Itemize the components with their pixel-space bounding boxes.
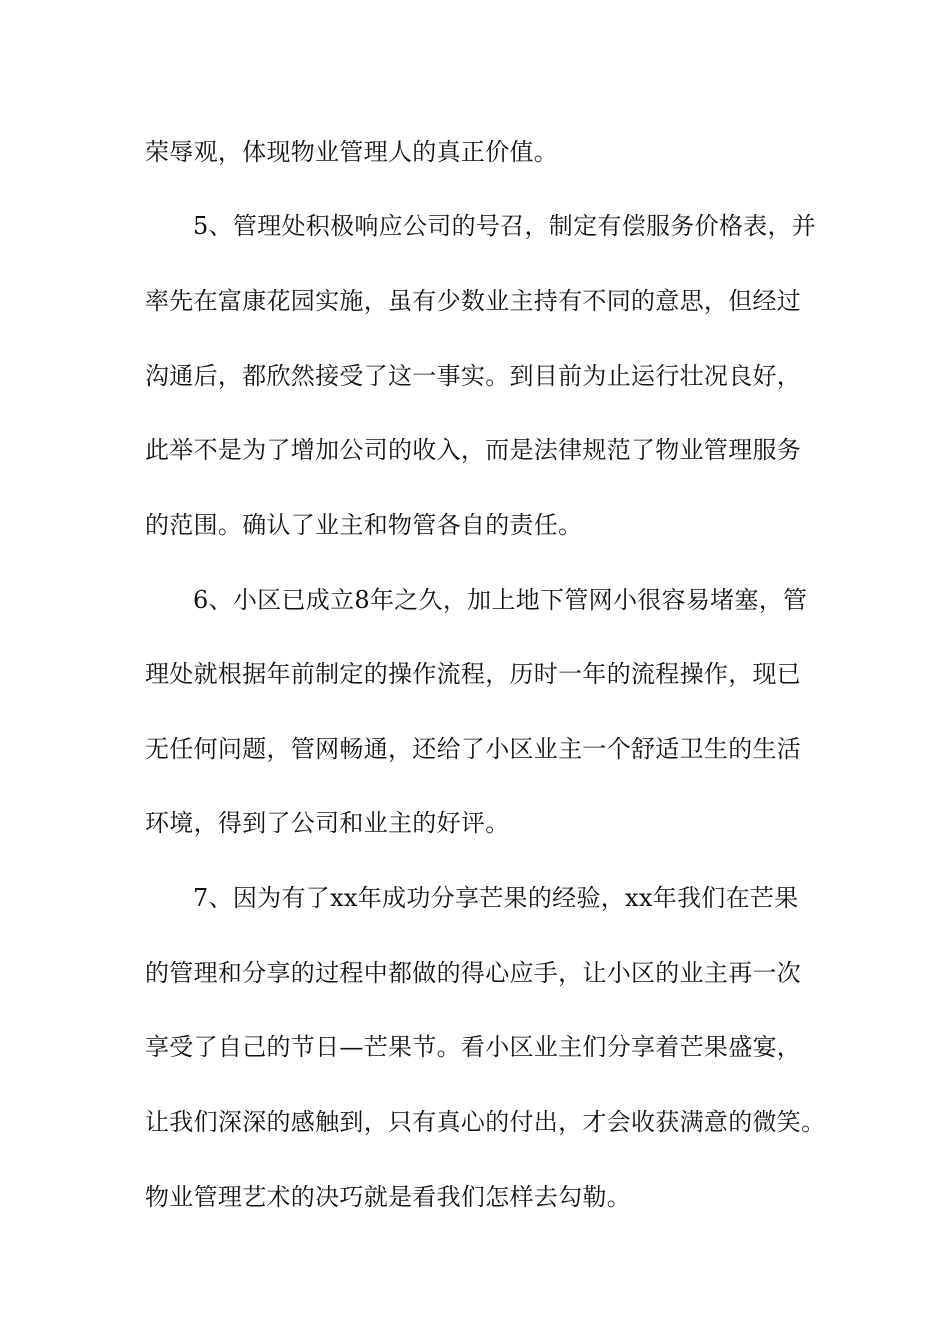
text-line: 的范围。确认了业主和物管各自的责任。 bbox=[145, 511, 583, 539]
text-line: 物业管理艺术的决巧就是看我们怎样去勾勒。 bbox=[145, 1183, 631, 1211]
text-line: 率先在富康花园实施，虽有少数业主持有不同的意思，但经过 bbox=[145, 287, 802, 315]
text-line: 此举不是为了增加公司的收入，而是法律规范了物业管理服务 bbox=[145, 436, 802, 464]
paragraph-5-first-line: 5、管理处积极响应公司的号召，制定有偿服务价格表，并 bbox=[193, 212, 817, 240]
text-line: 享受了自己的节日—芒果节。看小区业主们分享着芒果盛宴， bbox=[145, 1033, 802, 1061]
paragraph-7-first-line: 7、因为有了xx年成功分享芒果的经验，xx年我们在芒果 bbox=[193, 884, 799, 912]
text-line: 让我们深深的感触到，只有真心的付出，才会收获满意的微笑。 bbox=[145, 1108, 826, 1136]
paragraph-6-first-line: 6、小区已成立8年之久，加上地下管网小很容易堵塞，管 bbox=[193, 586, 808, 614]
text-line: 无任何问题，管网畅通，还给了小区业主一个舒适卫生的生活 bbox=[145, 735, 802, 763]
text-line: 荣辱观，体现物业管理人的真正价值。 bbox=[145, 138, 559, 166]
text-line: 环境，得到了公司和业主的好评。 bbox=[145, 809, 510, 837]
text-line: 沟通后，都欣然接受了这一事实。到目前为止运行壮况良好， bbox=[145, 362, 802, 390]
text-line: 理处就根据年前制定的操作流程，历时一年的流程操作，现已 bbox=[145, 660, 802, 688]
text-line: 的管理和分享的过程中都做的得心应手，让小区的业主再一次 bbox=[145, 959, 802, 987]
